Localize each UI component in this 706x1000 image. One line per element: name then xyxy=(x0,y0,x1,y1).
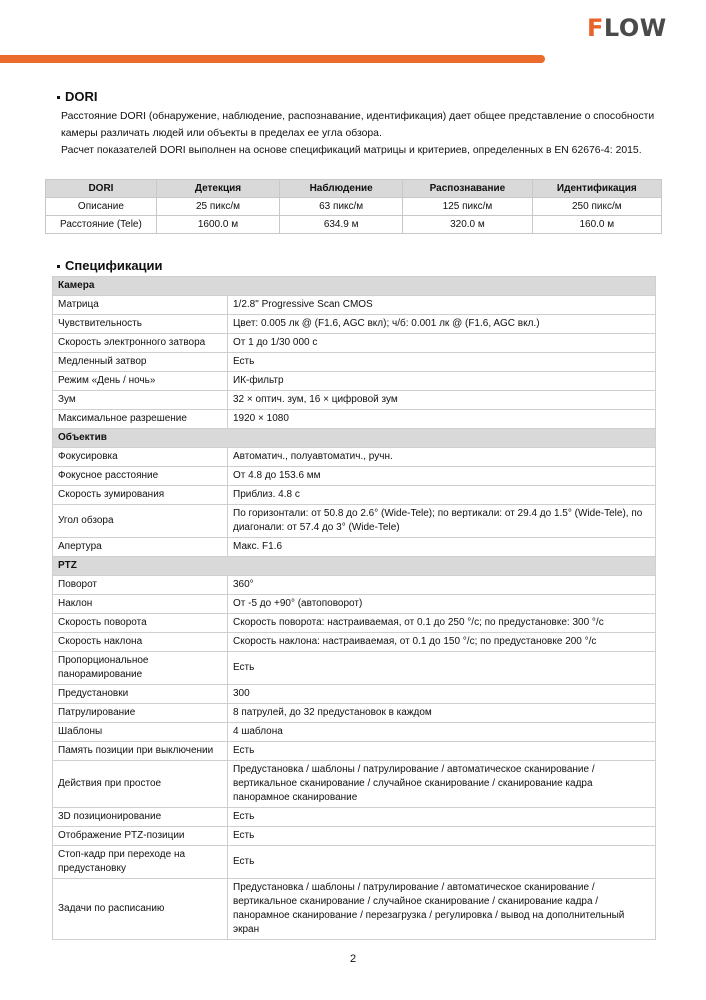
spec-value: 8 патрулей, до 32 предустановок в каждом xyxy=(228,704,656,723)
spec-row xyxy=(53,296,656,315)
logo-letters-low: LOW xyxy=(603,14,667,42)
bullet-square-icon xyxy=(57,265,60,268)
spec-value: Автоматич., полуавтоматич., ручн. xyxy=(228,448,656,467)
dori-header-cell: Детекция xyxy=(156,180,279,198)
spec-value: Есть xyxy=(228,353,656,372)
spec-value: 4 шаблона xyxy=(228,723,656,742)
spec-key: Скорость зумирования xyxy=(53,486,228,505)
spec-value: По горизонтали: от 50.8 до 2.6° (Wide-Tele); по вертикали: от 29.4 до 1.5° (Wide-Tele), по диагонали: от 57.4 до 3° (Wide-Tele) xyxy=(228,505,656,538)
spec-row xyxy=(53,410,656,429)
dori-cell: 160.0 м xyxy=(532,216,661,234)
spec-value: Скорость поворота: настраиваемая, от 0.1 до 250 °/с; по предустановке: 300 °/с xyxy=(228,614,656,633)
dori-section-title: DORI xyxy=(57,89,98,104)
spec-key: Скорость поворота xyxy=(53,614,228,633)
dori-paragraph-1: Расстояние DORI (обнаружение, наблюдение, распознавание, идентификация) дает общее представление о способности камеры различать людей или объекты в пределах ее угла обзора. xyxy=(61,111,655,139)
spec-row xyxy=(53,808,656,827)
spec-row xyxy=(53,704,656,723)
spec-key: Режим «День / ночь» xyxy=(53,372,228,391)
spec-key: Поворот xyxy=(53,576,228,595)
dori-table xyxy=(45,179,662,234)
spec-key: Фокусное расстояние xyxy=(53,467,228,486)
dori-cell: 25 пикс/м xyxy=(156,198,279,216)
spec-row xyxy=(53,315,656,334)
spec-value: Есть xyxy=(228,846,656,879)
spec-row xyxy=(53,595,656,614)
spec-key: Медленный затвор xyxy=(53,353,228,372)
spec-category-label: Объектив xyxy=(53,429,656,448)
spec-row xyxy=(53,742,656,761)
spec-key: Наклон xyxy=(53,595,228,614)
spec-value: Цвет: 0.005 лк @ (F1.6, AGC вкл); ч/б: 0.001 лк @ (F1.6, AGC вкл.) xyxy=(228,315,656,334)
spec-row xyxy=(53,372,656,391)
dori-cell: Описание xyxy=(46,198,157,216)
dori-header-cell: Наблюдение xyxy=(280,180,403,198)
dori-paragraph-2: Расчет показателей DORI выполнен на основе спецификаций матрицы и критериев, определенных в EN 62676-4: 2015. xyxy=(61,145,642,156)
spec-key: Фокусировка xyxy=(53,448,228,467)
dori-cell: Расстояние (Tele) xyxy=(46,216,157,234)
spec-value: Есть xyxy=(228,808,656,827)
spec-value: Предустановка / шаблоны / патрулирование / автоматическое сканирование / вертикальное сканирование / случайное сканирование / сканирование кадра / панорамное сканирование / перезагрузка / регулировка / вывод на дополнительный экран xyxy=(228,879,656,940)
dori-cell: 634.9 м xyxy=(280,216,403,234)
spec-row xyxy=(53,846,656,879)
spec-key: Память позиции при выключении xyxy=(53,742,228,761)
logo-letter-f: F xyxy=(587,14,604,42)
spec-value: 1/2.8" Progressive Scan CMOS xyxy=(228,296,656,315)
spec-key: Стоп-кадр при переходе на предустановку xyxy=(53,846,228,879)
dori-row-distance xyxy=(46,216,662,234)
spec-key: Патрулирование xyxy=(53,704,228,723)
spec-value: От -5 до +90° (автоповорот) xyxy=(228,595,656,614)
spec-value: 360° xyxy=(228,576,656,595)
spec-value: 32 × оптич. зум, 16 × цифровой зум xyxy=(228,391,656,410)
bullet-square-icon xyxy=(57,96,60,99)
spec-key: Чувствительность xyxy=(53,315,228,334)
spec-row xyxy=(53,334,656,353)
spec-key: Матрица xyxy=(53,296,228,315)
spec-row xyxy=(53,685,656,704)
spec-value: Есть xyxy=(228,742,656,761)
spec-row xyxy=(53,723,656,742)
dori-header-cell: Идентификация xyxy=(532,180,661,198)
spec-key: Зум xyxy=(53,391,228,410)
spec-key: Апертура xyxy=(53,538,228,557)
spec-value: Есть xyxy=(228,827,656,846)
spec-value: От 1 до 1/30 000 с xyxy=(228,334,656,353)
spec-key: Шаблоны xyxy=(53,723,228,742)
spec-value: Скорость наклона: настраиваемая, от 0.1 до 150 °/с; по предустановке 200 °/с xyxy=(228,633,656,652)
spec-row xyxy=(53,353,656,372)
spec-key: Максимальное разрешение xyxy=(53,410,228,429)
spec-row xyxy=(53,879,656,940)
dori-cell: 320.0 м xyxy=(403,216,532,234)
spec-category-row xyxy=(53,557,656,576)
spec-key: Скорость электронного затвора xyxy=(53,334,228,353)
dori-cell: 63 пикс/м xyxy=(280,198,403,216)
dori-header-cell: DORI xyxy=(46,180,157,198)
spec-value: 300 xyxy=(228,685,656,704)
dori-header-cell: Распознавание xyxy=(403,180,532,198)
spec-key: 3D позиционирование xyxy=(53,808,228,827)
spec-row xyxy=(53,652,656,685)
spec-key: Скорость наклона xyxy=(53,633,228,652)
dori-row-description xyxy=(46,198,662,216)
spec-key: Пропорциональное панорамирование xyxy=(53,652,228,685)
spec-row xyxy=(53,467,656,486)
dori-cell: 1600.0 м xyxy=(156,216,279,234)
spec-key: Предустановки xyxy=(53,685,228,704)
spec-row xyxy=(53,576,656,595)
spec-row xyxy=(53,827,656,846)
dori-cell: 125 пикс/м xyxy=(403,198,532,216)
spec-row xyxy=(53,614,656,633)
spec-value: 1920 × 1080 xyxy=(228,410,656,429)
page-number: 2 xyxy=(349,953,357,965)
spec-key: Отображение PTZ-позиции xyxy=(53,827,228,846)
spec-value: Приблиз. 4.8 с xyxy=(228,486,656,505)
spec-key: Действия при простое xyxy=(53,761,228,808)
header-accent-bar xyxy=(0,55,545,63)
dori-cell: 250 пикс/м xyxy=(532,198,661,216)
spec-row xyxy=(53,538,656,557)
flow-logo xyxy=(587,14,667,42)
spec-value: Макс. F1.6 xyxy=(228,538,656,557)
spec-section-title: Спецификации xyxy=(57,258,163,273)
spec-table xyxy=(52,276,656,940)
dori-header-row xyxy=(46,180,662,198)
spec-row xyxy=(53,633,656,652)
spec-category-row xyxy=(53,277,656,296)
spec-key: Угол обзора xyxy=(53,505,228,538)
spec-row xyxy=(53,505,656,538)
spec-row xyxy=(53,486,656,505)
spec-value: Есть xyxy=(228,652,656,685)
spec-category-label: PTZ xyxy=(53,557,656,576)
spec-value: Предустановка / шаблоны / патрулирование / автоматическое сканирование / вертикальное сканирование / случайное сканирование / сканирование кадра панорамное сканирование xyxy=(228,761,656,808)
spec-category-row xyxy=(53,429,656,448)
spec-row xyxy=(53,761,656,808)
spec-row xyxy=(53,448,656,467)
spec-category-label: Камера xyxy=(53,277,656,296)
spec-value: От 4.8 до 153.6 мм xyxy=(228,467,656,486)
spec-row xyxy=(53,391,656,410)
spec-key: Задачи по расписанию xyxy=(53,879,228,940)
spec-value: ИК-фильтр xyxy=(228,372,656,391)
